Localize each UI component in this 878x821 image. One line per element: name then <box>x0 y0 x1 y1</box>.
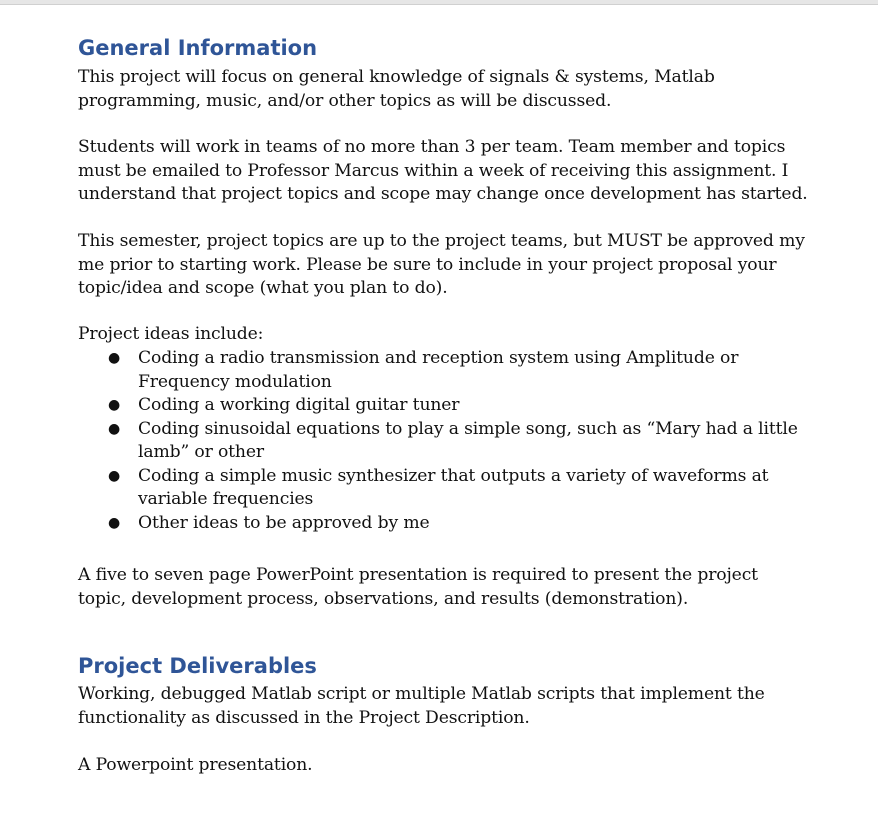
text-line: topic/idea and scope (what you plan to do). <box>78 278 448 298</box>
bullet-icon: ● <box>108 350 121 366</box>
list-item <box>78 512 838 536</box>
project-ideas-list <box>78 347 838 535</box>
text-line: This project will focus on general knowledge of signals & systems, Matlab <box>78 67 715 87</box>
text-line: lamb” or other <box>138 442 264 462</box>
text-line: Coding a radio transmission and reception system using Amplitude or <box>138 348 739 368</box>
general-paragraph-4 <box>78 564 838 611</box>
text-line: Other ideas to be approved by me <box>138 512 430 533</box>
list-item <box>78 465 838 512</box>
general-paragraph-2 <box>78 136 838 207</box>
bullet-icon: ● <box>108 514 121 531</box>
text-line: Frequency modulation <box>138 371 332 392</box>
text-line: This semester, project topics are up to the project teams, but MUST be approved my <box>78 231 805 251</box>
list-item <box>78 347 838 394</box>
general-information-heading: General Information <box>78 36 318 60</box>
bullet-icon: ● <box>108 397 121 413</box>
project-deliverables-heading: Project Deliverables <box>78 654 317 678</box>
text-line: programming, music, and/or other topics as will be discussed. <box>78 90 612 111</box>
text-line: Coding sinusoidal equations to play a simple song, such as “Mary had a little <box>138 418 798 439</box>
bullet-icon: ● <box>108 467 121 484</box>
list-item <box>78 418 838 465</box>
deliverables-paragraph-1 <box>78 683 838 730</box>
general-paragraph-3 <box>78 230 838 301</box>
text-line: functionality as discussed in the Project Description. <box>78 707 530 728</box>
text-line: Coding a working digital guitar tuner <box>138 395 460 415</box>
text-line: must be emailed to Professor Marcus within a week of receiving this assignment. I <box>78 160 789 181</box>
deliverables-paragraph-2 <box>78 754 838 778</box>
text-line: Working, debugged Matlab script or multiple Matlab scripts that implement the <box>78 684 765 704</box>
text-line: understand that project topics and scope may change once development has started. <box>78 184 808 204</box>
bullet-icon: ● <box>108 420 121 437</box>
text-line: topic, development process, observations, and results (demonstration). <box>78 588 689 609</box>
general-paragraph-1 <box>78 66 838 113</box>
list-item <box>78 394 838 418</box>
text-line: A five to seven page PowerPoint presentation is required to present the project <box>78 565 758 585</box>
page-top-edge <box>0 0 878 5</box>
text-line: Project ideas include: <box>78 324 264 344</box>
project-ideas-intro <box>78 323 838 347</box>
text-line: A Powerpoint presentation. <box>78 755 313 775</box>
text-line: me prior to starting work. Please be sure to include in your project proposal your <box>78 254 777 275</box>
text-line: Coding a simple music synthesizer that outputs a variety of waveforms at <box>138 465 769 486</box>
text-line: Students will work in teams of no more than 3 per team. Team member and topics <box>78 137 786 157</box>
text-line: variable frequencies <box>138 489 314 509</box>
